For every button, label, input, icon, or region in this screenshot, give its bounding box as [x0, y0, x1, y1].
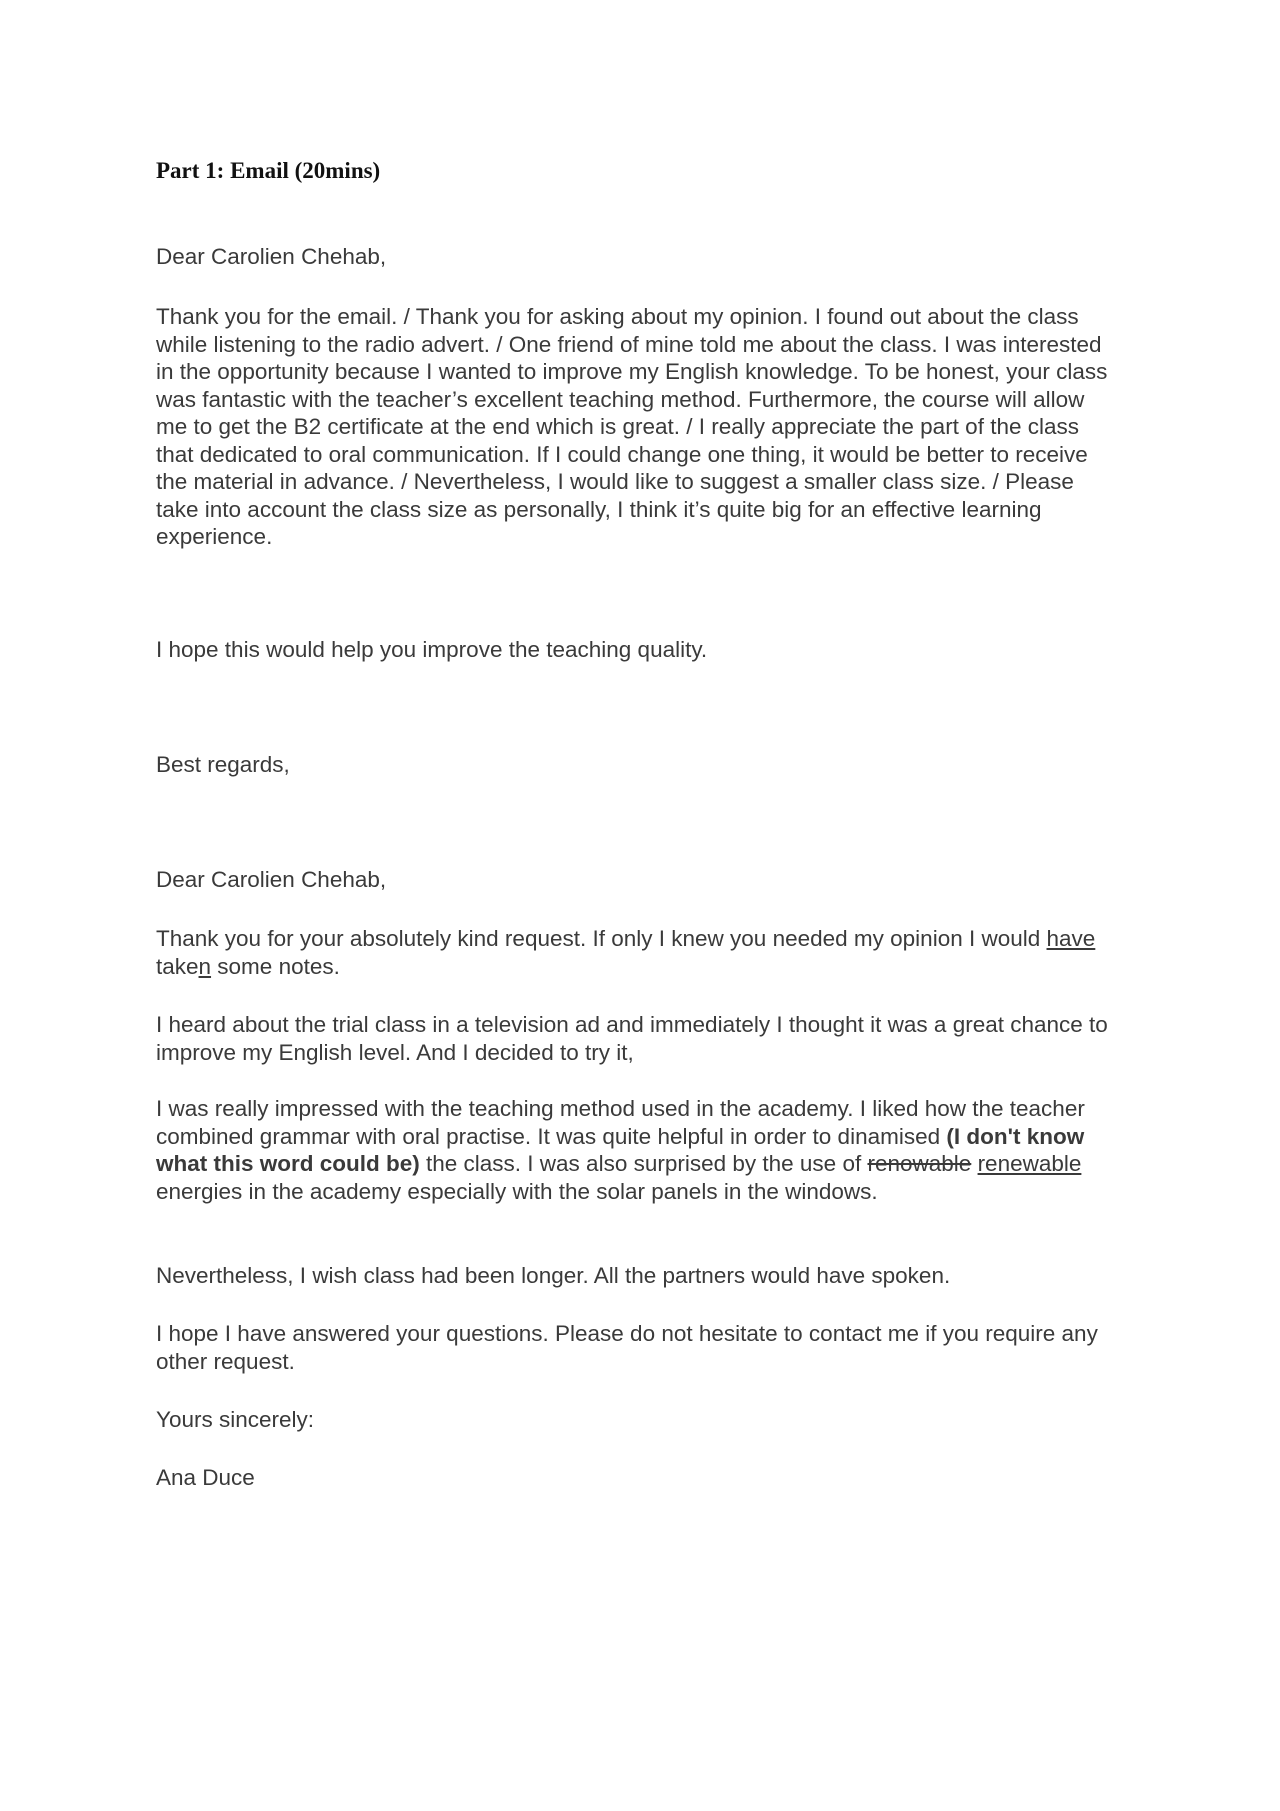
text-run: the class. I was also surprised by the use of [419, 1151, 868, 1176]
bold-note: (I don't know what this word could be) [156, 1123, 1085, 1176]
text-run: take [156, 953, 199, 979]
signature: Ana Duce [156, 1465, 255, 1490]
strikethrough-text: renowable [867, 1151, 972, 1176]
letter2-signoff: Yours sincerely: [156, 1407, 314, 1432]
letter1-salutation: Dear Carolien Chehab, [156, 244, 387, 269]
underlined-text: n [198, 953, 212, 979]
underlined-text: renewable [977, 1151, 1082, 1176]
text-run: energies in the academy especially with the solar panels in the windows. [156, 1178, 878, 1204]
underlined-text: have [1046, 926, 1096, 951]
page-title: Part 1: Email (20mins) [156, 158, 381, 183]
letter2-paragraph-5: I hope I have answered your questions. Please do not hesitate to contact me if you require any other request. [156, 1321, 1098, 1374]
letter1-closing-hope: I hope this would help you improve the teaching quality. [156, 637, 708, 662]
letter2-paragraph-3 [156, 1095, 1116, 1205]
letter2-paragraph-4: Nevertheless, I wish class had been longer. All the partners would have spoken. [156, 1263, 951, 1288]
letter1-body: Thank you for the email. / Thank you for asking about my opinion. I found out about the class while listening to the radio advert. / One friend of mine told me about the class. I was interested in the opportunity because I wanted to improve my English knowledge. To be honest, your class was fantastic with the teacher’s excellent teaching method. Furthermore, the course will allow me to get the B2 certificate at the end which is great. / I really appreciate the part of the class that dedicated to oral communication. If I could change one thing, it would be better to receive the material in advance. / Nevertheless, I would like to suggest a smaller class size. / Please take into account the class size as personally, I think it’s quite big for an effective learning experience. [156, 304, 1108, 549]
letter1-signoff: Best regards, [156, 752, 290, 777]
letter2-salutation: Dear Carolien Chehab, [156, 867, 387, 892]
text-run: some notes. [211, 953, 340, 979]
letter2-paragraph-1 [156, 925, 1116, 980]
text-run: Thank you for your absolutely kind request. If only I knew you needed my opinion I would [156, 926, 1047, 951]
letter2-paragraph-2: I heard about the trial class in a television ad and immediately I thought it was a great chance to improve my English level. And I decided to try it, [156, 1012, 1108, 1065]
text-run: I was really impressed with the teaching method used in the academy. I liked how the teacher combined grammar with oral practise. It was quite helpful in order to dinamised [156, 1096, 1085, 1149]
